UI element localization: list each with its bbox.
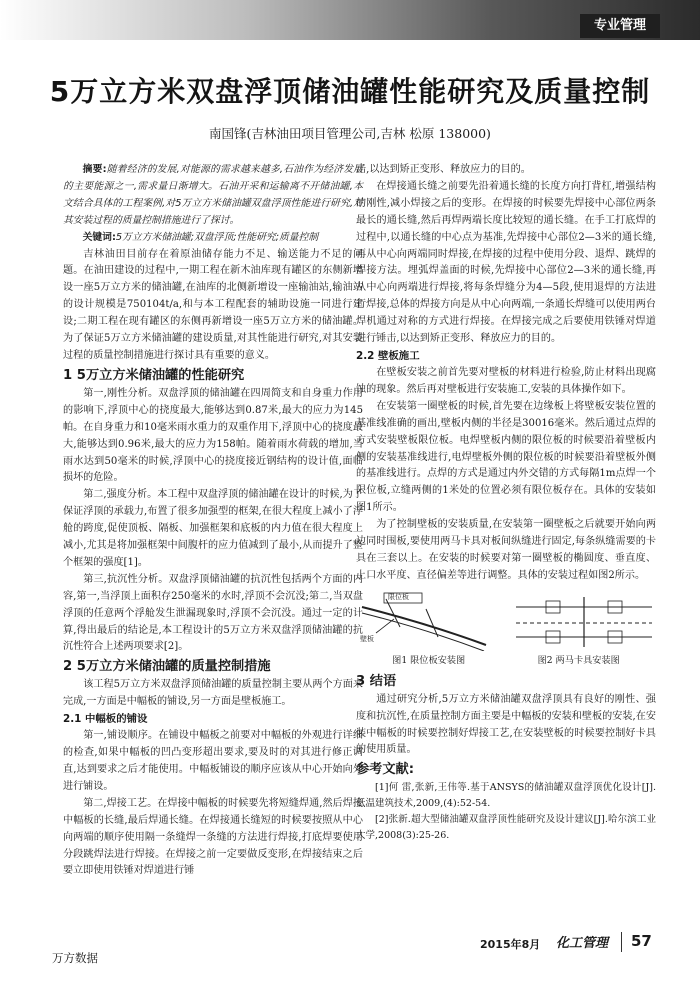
- paragraph: 第三,抗沉性分析。双盘浮顶储油罐的抗沉性包括两个方面的内容,第一,当浮顶上面积存250毫米的水时,浮顶不会沉没;第二,当双盘浮顶的任意两个浮舱发生泄漏现象时,浮顶不会沉没。通过一定的计算,得出最后的结论是,本工程设计的5万立方米双盘浮顶储油罐的抗沉性符合上述两项要求[2]。: [63, 573, 363, 653]
- figure-captions: [356, 653, 656, 668]
- keywords: [63, 230, 363, 247]
- references-heading: 参考文献:: [356, 762, 415, 778]
- paragraph: 第二,强度分析。本工程中双盘浮顶的储油罐在设计的时候,为了保证浮顶的承载力,布置了很多加强型的框架,在很大程度上减小了浮舱的跨度,促使顶板、隔板、加强框架和底板的内力值在很大程度上减小,尤其是将加强框架中间腹杆的应力值减到了最小,从而提升了整个框架的强度[1]。: [63, 489, 363, 568]
- paragraph: 在安装第一圈壁板的时候,首先要在边缘板上将壁板安装位置的基准线准确的画出,壁板内侧的半径是30016毫米。然后通过点焊的方式安装壁板限位板。电焊壁板内侧的限位板的时候要沿着壁板内侧的安装基准线进行,电焊壁板外侧的限位板的时候要沿着壁板外侧的基准线进行。点焊的方式是通过内外交错的方式每隔1m点焊一个限位板,立缝两侧的1米处的位置必须有限位板存在。具体的安装如图1所示。: [356, 400, 656, 514]
- left-column: [63, 162, 363, 880]
- paragraph: 在焊接通长缝之前要先沿着通长缝的长度方向打背杠,增强结构的刚性,减小焊接之后的变形。在焊接的时候要先焊接中心部位两条最长的通长缝,然后再焊两端长度比较短的通长缝。在手工打底焊的过程中,以通长缝的中心点为基准,先焊接中心部位2—3米的通长缝,再从中心向两端同时焊接,在焊接的过程中使用分段、退焊、跳焊的焊接方法。埋弧焊盖面的时候,先焊接中心部位2—3米的通长缝,再从中心向两端进行焊接,将每条焊缝分为4—5段,使用退焊的方法进行焊接,总体的焊接方向是从中心向两端,一条通长焊缝可以使用两台焊机通过对称的方式进行焊接。在焊接完成之后要使用铁锤对焊道进行锤击,以达到矫正变形、释放应力的目的。: [356, 180, 656, 345]
- intro-paragraph: 吉林油田目前存在着原油储存能力不足、输送能力不足的问题。在油田建设的过程中,一期工程在新木油库现有罐区的东侧新增设一座5万立方米的储油罐,在油库的北侧新增设一座输油站,输油站的设计规模是750104t/a,和与本工程配套的辅助设施一同进行建设;二期工程在现有罐区的东侧再新增设一座5万立方米的储油罐。为了保证5万立方米储油罐的建设质量,对其性能进行研究,对其安装过程的质量控制措施进行探讨具有重要的意义。: [63, 248, 363, 361]
- section-2-2-heading: 2.2 壁板施工: [356, 349, 420, 362]
- article-title: 5万立方米双盘浮顶储油罐性能研究及质量控制: [49, 75, 651, 108]
- footer-divider: [621, 932, 622, 952]
- figures: [356, 589, 656, 651]
- abstract: [63, 162, 363, 230]
- section-tag: 专业管理: [580, 14, 660, 38]
- abstract-text: 随着经济的发展,对能源的需求越来越多,石油作为经济发展的主要能源之一,需求量日渐增大。石油开采和运输离不开储油罐,本文结合具体的工程案例,对5万立方米储油罐双盘浮顶性能进行研究,对其安装过程的质量控制措施进行了探讨。: [63, 164, 364, 226]
- section-1-heading: 1 5万立方米储油罐的性能研究: [63, 367, 245, 383]
- figure-1-label-2: 壁板: [360, 634, 374, 643]
- abstract-label: 摘要:: [82, 164, 107, 175]
- conclusion-paragraph: 通过研究分析,5万立方米储油罐双盘浮顶具有良好的刚性、强度和抗沉性,在质量控制方面主要是中幅板的安装和壁板的安装,在安装中幅板的时候要控制好焊接工艺,在安装壁板的时候要控制好卡具的使用质量。: [356, 693, 656, 756]
- keywords-label: 关键词:: [82, 231, 116, 243]
- reference-item: [1]何 雷,张新,王伟等.基于ANSYS的储油罐双盘浮顶优化设计[J].低温建筑技术,2009,(4):52-54.: [356, 782, 656, 810]
- paragraph: 在壁板安装之前首先要对壁板的材料进行检验,防止材料出现腐蚀的现象。然后再对壁板进行安装施工,安装的具体操作如下。: [356, 366, 656, 395]
- reference-item: [2]张新.超大型储油罐双盘浮顶性能研究及设计建议[J].哈尔滨工业大学,2008(3):25-26.: [356, 814, 656, 842]
- author-line: 南国锋(吉林油田项目管理公司,吉林 松原 138000): [209, 126, 491, 141]
- paragraph: 该工程5万立方米双盘浮顶储油罐的质量控制主要从两个方面来完成,一方面是中幅板的铺设,另一方面是壁板施工。: [63, 679, 363, 708]
- section-2-heading: 2 5万立方米储油罐的质量控制措施: [63, 659, 271, 675]
- paragraph: 第一,铺设顺序。在铺设中幅板之前要对中幅板的外观进行详细的检查,如果中幅板的凹凸变形超出要求,要及时的对其进行修正调直,达到要求之后才能使用。中幅板铺设的顺序应该从中心开始向外进行铺设。: [63, 730, 363, 792]
- section-2-1-heading: 2.1 中幅板的铺设: [63, 713, 148, 726]
- keywords-text: 5万立方米储油罐;双盘浮顶;性能研究;质量控制: [115, 231, 319, 243]
- figure-1-caption: 图1 限位板安装图: [392, 654, 466, 666]
- magazine-logo: 化工管理: [556, 936, 609, 951]
- issue-date: 2015年8月: [480, 938, 541, 951]
- watermark: 万方数据: [52, 951, 98, 965]
- figure-2-caption: 图2 两马卡具安装图: [537, 654, 620, 666]
- right-column: [356, 162, 656, 844]
- page-number: 57: [631, 932, 652, 950]
- paragraph: 第一,刚性分析。双盘浮顶的储油罐在四周简支和自身重力作用的影响下,浮顶中心的挠度最大,能够达到0.87米,最大的应力为145帕。在自身重力和10毫米雨水重力的双重作用下,浮顶中心的挠度最大,能够达到0.96米,最大的应力为158帕。随着雨水荷载的增加,当雨水达到50毫米的时候,浮顶中心的挠度接近钢结构的设计值,面临损坏的危险。: [63, 387, 363, 484]
- paragraph: 击,以达到矫正变形、释放应力的目的。: [356, 164, 531, 175]
- paragraph: 为了控制壁板的安装质量,在安装第一圈壁板之后就要开始向两边同时围板,要使用两马卡具对板间纵缝进行固定,每条纵缝需要的卡具在三套以上。在安装的时候要对第一圈壁板的椭圆度、垂直度、上口水平度、直径偏差等进行调整。具体的安装过程如图2所示。: [356, 519, 656, 581]
- paragraph: 第二,焊接工艺。在焊接中幅板的时候要先将短缝焊通,然后焊接中幅板的长缝,最后焊通长缝。在焊接通长缝短的时候要按照从中心向两端的顺序使用隔一条缝焊一条缝的方法进行焊接,打底焊要使用分段跳焊法进行焊接。在焊接之前一定要做反变形,在焊接结束之后要立即使用铁锤对焊道进行锤: [63, 797, 363, 877]
- figure-1-label: 限位板: [388, 592, 409, 601]
- section-3-heading: 3 结语: [356, 673, 397, 689]
